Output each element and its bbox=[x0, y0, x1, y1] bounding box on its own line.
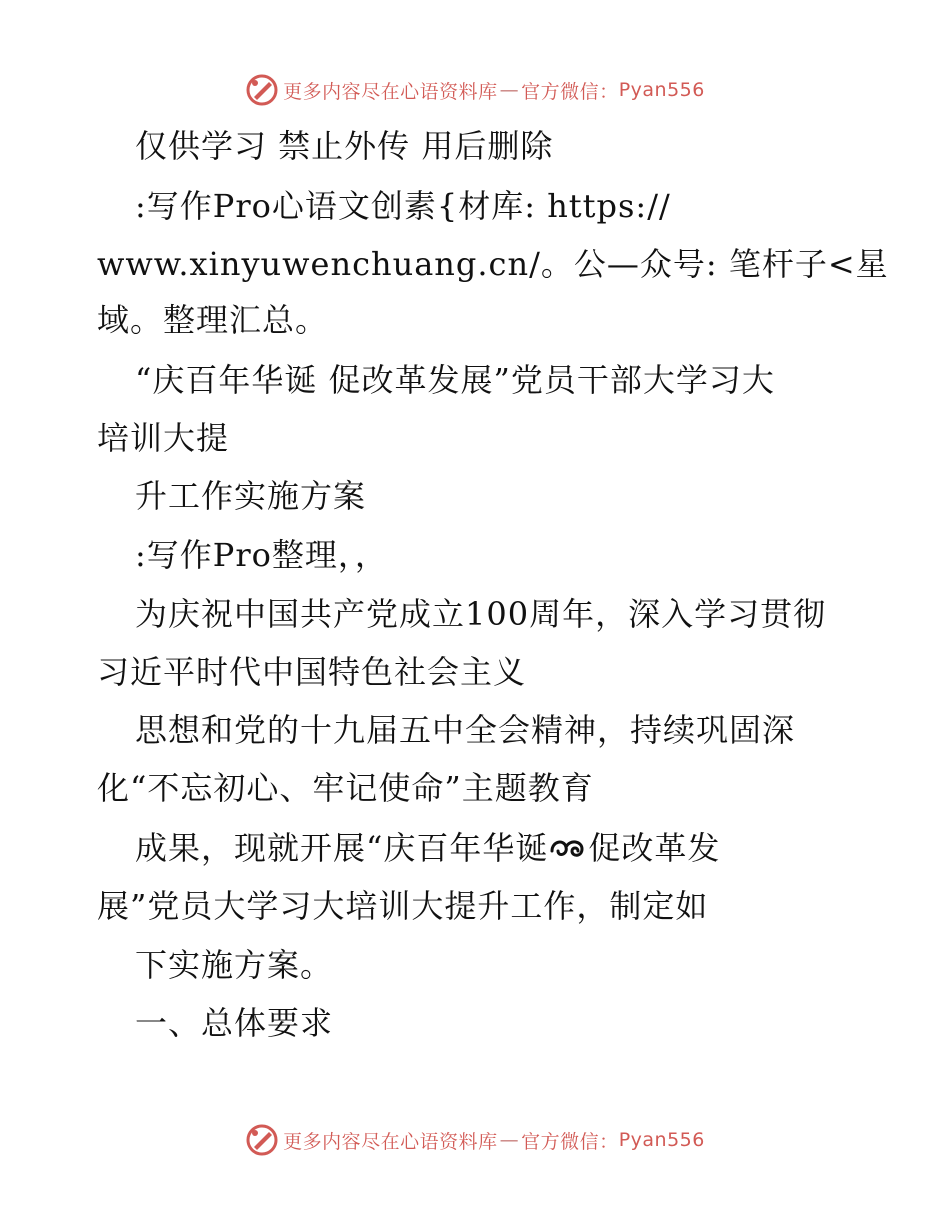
watermark-suffix: 官方微信： bbox=[521, 1130, 619, 1153]
text-fragment: 成果，现就开展“庆百年华诞 bbox=[135, 829, 549, 867]
brand-logo-icon bbox=[245, 1123, 279, 1157]
section-heading: 一、总体要求 bbox=[135, 1004, 334, 1042]
swirl-glyph-icon bbox=[548, 835, 588, 863]
text-line: www.xinyuwenchuang.cn/。公—众号: 笔杆子<星 bbox=[97, 245, 889, 283]
text-line: 域。整理汇总。 bbox=[97, 301, 329, 339]
text-line: 培训大提 bbox=[97, 419, 230, 457]
text-line bbox=[135, 828, 720, 868]
text-line: 思想和党的十九届五中全会精神，持续巩固深 bbox=[135, 711, 796, 749]
watermark-dash: — bbox=[499, 1129, 520, 1151]
text-line: 化“不忘初心、牢记使命”主题教育 bbox=[97, 769, 594, 807]
text-line: 展”党员大学习大培训大提升工作，制定如 bbox=[97, 887, 709, 925]
watermark-account: Pyan556 bbox=[618, 79, 705, 101]
text-line: :写作Pro整理，， bbox=[135, 536, 388, 574]
text-line: 下实施方案。 bbox=[135, 946, 334, 984]
text-line: 仅供学习 禁止外传 用后删除 bbox=[135, 127, 554, 165]
watermark-text: 更多内容尽在心语资料库 bbox=[283, 1130, 498, 1153]
header-watermark bbox=[0, 70, 950, 110]
text-fragment: 促改革发 bbox=[588, 829, 721, 867]
text-line: 习近平时代中国特色社会主义 bbox=[97, 653, 527, 691]
watermark-suffix: 官方微信： bbox=[521, 80, 619, 103]
brand-logo-icon bbox=[245, 73, 279, 107]
watermark-account: Pyan556 bbox=[618, 1129, 705, 1151]
watermark-text: 更多内容尽在心语资料库 bbox=[283, 80, 498, 103]
footer-watermark bbox=[0, 1120, 950, 1160]
text-line: “庆百年华诞 促改革发展”党员干部大学习大 bbox=[135, 361, 775, 399]
text-line: 升工作实施方案 bbox=[135, 477, 367, 515]
text-line: 为庆祝中国共产党成立100周年，深入学习贯彻 bbox=[135, 595, 827, 633]
watermark-dash: — bbox=[499, 79, 520, 101]
text-line: :写作Pro心语文创素{材库: https:// bbox=[135, 187, 671, 225]
